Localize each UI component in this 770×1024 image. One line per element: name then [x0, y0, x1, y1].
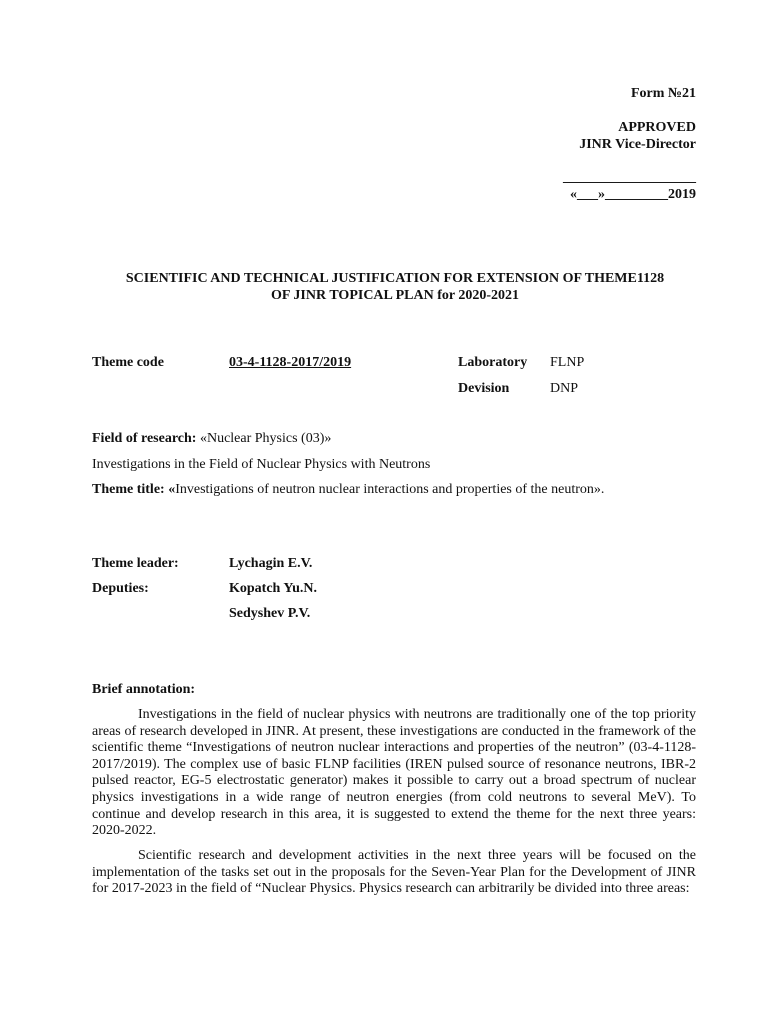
signature-line: ___________________	[563, 170, 696, 185]
annotation-heading: Brief annotation:	[92, 682, 196, 697]
field-label: Field of research:	[92, 431, 197, 446]
laboratory-label: Laboratory	[458, 355, 528, 370]
annotation-paragraph: Investigations in the field of nuclear physics with neutrons are traditionally one of the top priority areas of research developed in JINR. At present, these investigations are conducted in the framework of the scientific theme “Investigations of neutron nuclear interactions and properties of the neutron” (03-4-1128-2017/2019). The complex use of basic FLNP facilities (IREN pulsed source of resonance neutrons, IBR-2 pulsed reactor, EG-5 electrostatic generator) makes it possible to carry out a broad spectrum of nuclear physics investigations in a wide range of neutron energies (from cold neutrons to several MeV). To continue and develop research in this area, it is suggested to extend the theme for the next three years: 2020-2022.	[92, 707, 696, 839]
title-line-2: OF JINR TOPICAL PLAN for 2020-2021	[271, 288, 519, 303]
approved-label: APPROVED	[618, 120, 696, 135]
theme-code-label: Theme code	[92, 355, 164, 370]
field-value: «Nuclear Physics (03)»	[196, 431, 332, 446]
theme-code-value: 03-4-1128-2017/2019	[229, 355, 352, 370]
theme-leader-name: Lychagin E.V.	[229, 556, 313, 571]
theme-title-label: Theme title: «	[92, 482, 176, 497]
title-line-1: SCIENTIFIC AND TECHNICAL JUSTIFICATION FOR EXTENSION OF THEME1128	[125, 271, 665, 286]
field-subtitle: Investigations in the Field of Nuclear Physics with Neutrons	[92, 457, 431, 472]
division-label: Devision	[458, 381, 510, 396]
document-title	[92, 270, 698, 304]
date-line: «___»_________2019	[570, 187, 696, 202]
deputy-name: Sedyshev P.V.	[229, 606, 311, 621]
division-value: DNP	[550, 381, 579, 396]
field-of-research	[92, 431, 331, 447]
theme-title	[92, 482, 604, 498]
approver-title: JINR Vice-Director	[579, 137, 696, 152]
laboratory-value: FLNP	[550, 355, 585, 370]
deputy-name: Kopatch Yu.N.	[229, 581, 318, 596]
theme-leader-label: Theme leader:	[92, 556, 179, 571]
annotation-paragraph: Scientific research and development activities in the next three years will be focused on the implementation of the tasks set out in the proposals for the Seven-Year Plan for the Development of JINR for 2017-2023 in the field of “Nuclear Physics. Physics research can arbitrarily be divided into three areas:	[92, 848, 696, 897]
theme-title-value: Investigations of neutron nuclear interactions and properties of the neutron».	[175, 482, 605, 497]
deputies-label: Deputies:	[92, 581, 149, 596]
form-number: Form №21	[631, 86, 696, 101]
